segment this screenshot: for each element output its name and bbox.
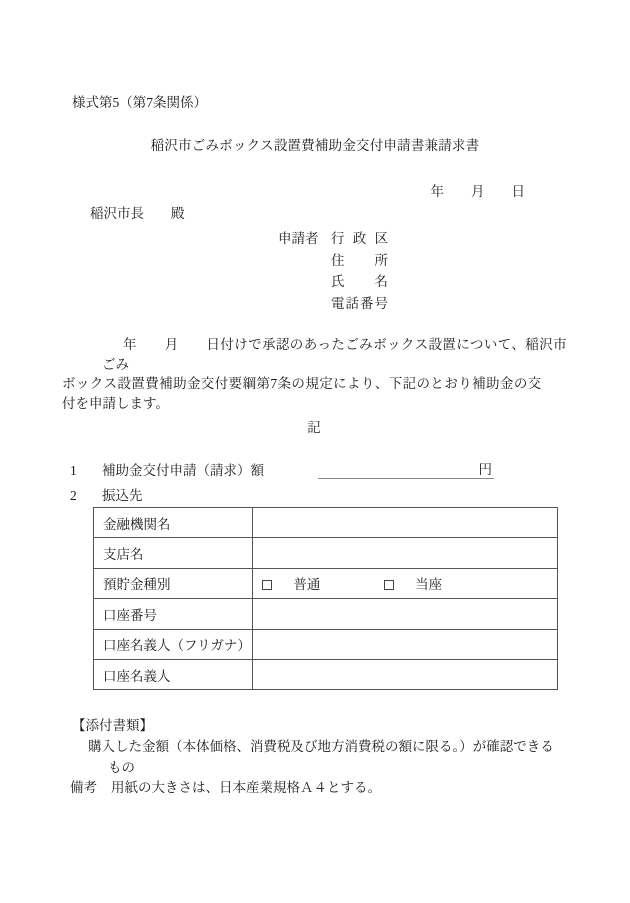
account-holder-kana-label: 口座名義人（フリガナ）	[94, 629, 253, 659]
body-line-1: 年 月 日付けで承認のあったごみボックス設置について、稲沢市	[123, 337, 567, 352]
item-2-label: 振込先	[102, 488, 143, 503]
table-row-bank-name	[94, 508, 558, 538]
date-line: 年 月 日	[430, 184, 525, 199]
applicant-line-name	[278, 271, 388, 293]
bank-transfer-table	[93, 507, 558, 690]
deposit-option-current	[384, 577, 442, 592]
remarks-text: 用紙の大きさは、日本産業規格Ａ４とする。	[111, 780, 381, 795]
applicant-prefix-spacer	[278, 293, 331, 315]
remarks-line	[70, 781, 381, 796]
ki-marker: 記	[307, 420, 321, 435]
applicant-line-phone	[278, 293, 388, 315]
applicant-prefix-spacer	[278, 250, 331, 272]
form-number: 様式第5（第7条関係）	[72, 95, 207, 110]
applicant-block	[278, 228, 388, 314]
remarks-label: 備考	[70, 780, 97, 795]
table-row-deposit-type	[94, 568, 558, 598]
field-label-name: 氏 名	[331, 274, 388, 289]
bank-name-value-cell[interactable]	[253, 508, 558, 538]
yen-unit-label: 円	[478, 462, 492, 477]
applicant-prefix-spacer	[278, 271, 331, 293]
item-1-number: 1	[70, 463, 77, 478]
item-1-label: 補助金交付申請（請求）額	[102, 463, 264, 478]
branch-name-label: 支店名	[94, 538, 253, 568]
deposit-type-label: 預貯金種別	[94, 568, 253, 598]
page-title: 稲沢市ごみボックス設置費補助金交付申請書兼請求書	[150, 138, 480, 153]
current-label: 当座	[415, 577, 443, 593]
table-row-account-number	[94, 599, 558, 629]
applicant-line-address	[278, 250, 388, 272]
applicant-line-district	[278, 228, 388, 250]
checkbox-current[interactable]	[384, 580, 394, 590]
account-holder-label: 口座名義人	[94, 659, 253, 689]
ordinary-label: 普通	[293, 577, 321, 593]
addressee: 稲沢市長 殿	[90, 206, 185, 221]
account-number-value-cell[interactable]	[253, 599, 558, 629]
table-row-account-holder-kana	[94, 629, 558, 659]
body-line-2: ごみ	[102, 356, 129, 372]
deposit-option-ordinary	[262, 577, 324, 592]
account-holder-kana-value-cell[interactable]	[253, 629, 558, 659]
bank-name-label: 金融機関名	[94, 508, 253, 538]
item-2-number: 2	[70, 488, 77, 503]
checkbox-ordinary[interactable]	[262, 580, 272, 590]
branch-name-value-cell[interactable]	[253, 538, 558, 568]
field-label-district: 行 政 区	[331, 231, 388, 246]
applicant-prefix: 申請者	[278, 231, 319, 246]
amount-blank-field[interactable]	[318, 463, 494, 479]
body-line-4: 付を申請します。	[62, 395, 169, 411]
attachments-line-2: もの	[108, 760, 135, 775]
body-line-3: ボックス設置費補助金交付要綱第7条の規定により、下記のとおり補助金の交	[62, 376, 542, 392]
account-number-label: 口座番号	[94, 599, 253, 629]
table-row-branch-name	[94, 538, 558, 568]
field-label-phone: 電話番号	[331, 295, 388, 311]
field-label-address: 住 所	[331, 252, 388, 268]
attachments-line-1: 購入した金額（本体価格、消費税及び地方消費税の額に限る。）が確認できる	[88, 739, 554, 754]
attachments-heading: 【添付書類】	[72, 718, 153, 733]
body-paragraph	[62, 335, 568, 413]
account-holder-value-cell[interactable]	[253, 659, 558, 689]
deposit-type-value-cell	[253, 568, 558, 598]
table-row-account-holder	[94, 659, 558, 689]
